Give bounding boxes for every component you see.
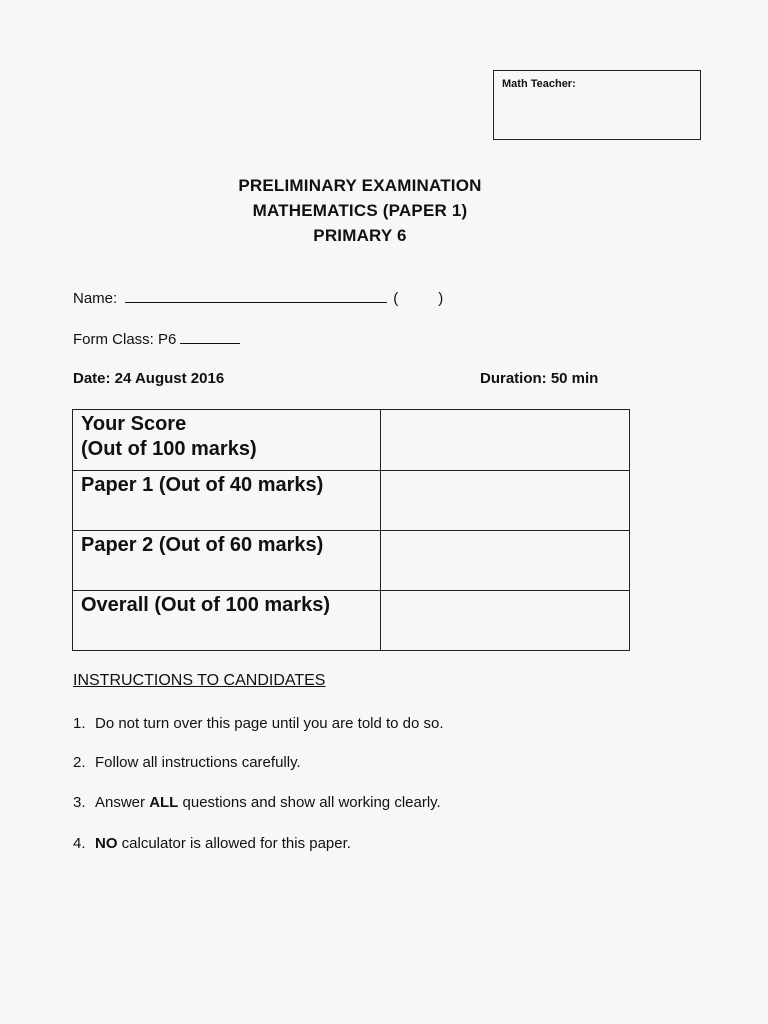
paren-open: ( <box>393 290 399 307</box>
score-row-label: Paper 2 (Out of 60 marks) <box>73 531 381 591</box>
instruction-text: Do not turn over this page until you are told to do so. <box>95 715 444 732</box>
instruction-item <box>73 794 441 811</box>
paren-close: ) <box>438 290 444 307</box>
form-class-blank[interactable] <box>180 329 240 344</box>
exam-duration: Duration: 50 min <box>480 370 599 387</box>
exam-level: PRIMARY 6 <box>313 226 407 245</box>
index-number-field[interactable] <box>393 290 443 307</box>
exam-date: Date: 24 August 2016 <box>73 370 225 387</box>
name-row <box>73 288 443 307</box>
form-class-label: Form Class: P6 <box>73 331 177 348</box>
math-teacher-box <box>493 70 701 140</box>
exam-subject: MATHEMATICS (PAPER 1) <box>252 201 468 220</box>
score-row-label: Your Score (Out of 100 marks) <box>73 410 381 471</box>
instruction-number: 4. <box>73 835 86 852</box>
score-cell-overall[interactable] <box>381 591 629 650</box>
instruction-number: 3. <box>73 794 86 811</box>
instruction-number: 2. <box>73 754 86 771</box>
score-cell-paper1[interactable] <box>381 471 629 531</box>
instruction-item <box>73 754 301 771</box>
score-table <box>72 409 630 651</box>
score-row-label: Overall (Out of 100 marks) <box>73 591 381 650</box>
instruction-item <box>73 715 444 732</box>
name-blank[interactable] <box>125 288 387 303</box>
name-label: Name: <box>73 290 118 307</box>
form-class-row <box>73 329 240 348</box>
math-teacher-label: Math Teacher: <box>502 78 576 90</box>
instruction-text: Follow all instructions carefully. <box>95 754 301 771</box>
instruction-item <box>73 835 351 852</box>
instruction-text: Answer ALL questions and show all working clearly. <box>95 794 441 811</box>
instructions-heading: INSTRUCTIONS TO CANDIDATES <box>73 672 326 689</box>
instruction-text: NO calculator is allowed for this paper. <box>95 835 351 852</box>
instruction-number: 1. <box>73 715 86 732</box>
score-cell-total[interactable] <box>381 410 629 471</box>
score-row-label: Paper 1 (Out of 40 marks) <box>73 471 381 531</box>
exam-title: PRELIMINARY EXAMINATION <box>238 176 482 195</box>
score-cell-paper2[interactable] <box>381 531 629 591</box>
